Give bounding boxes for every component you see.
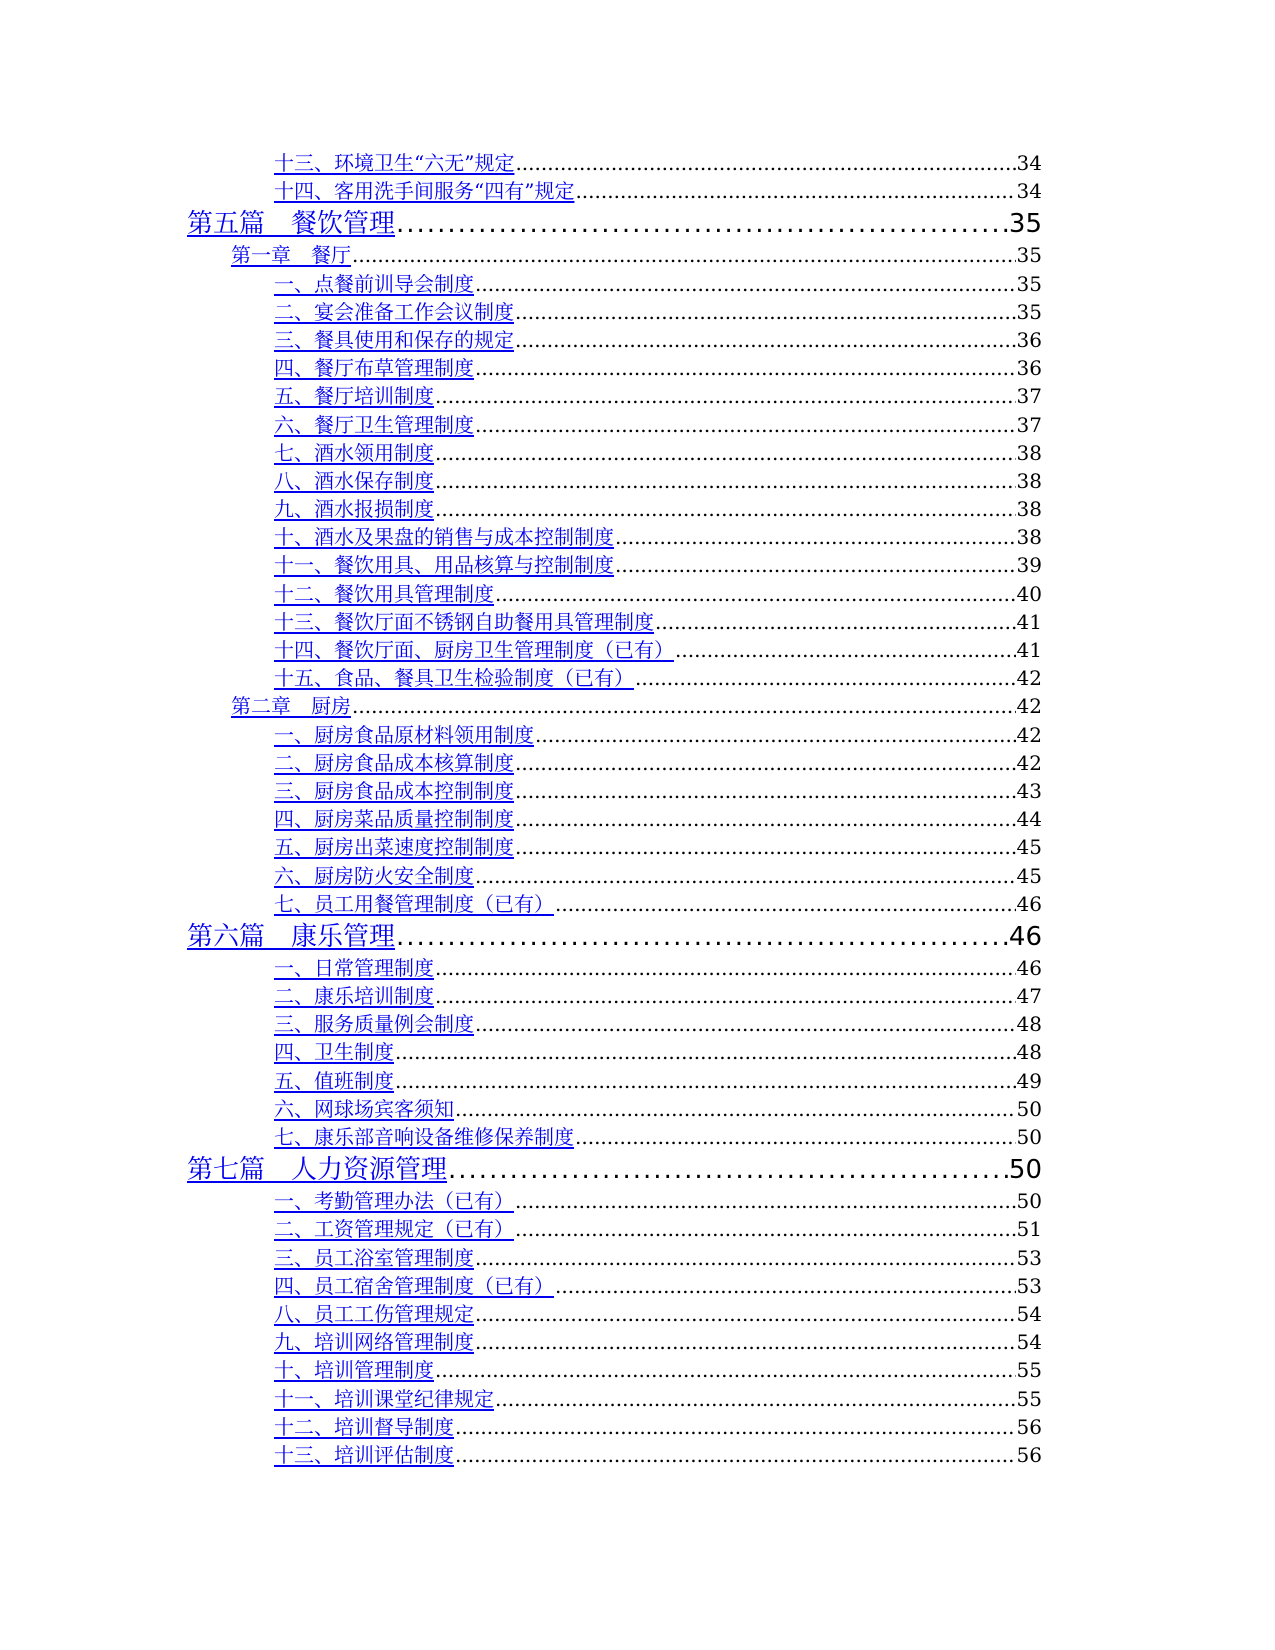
toc-leader-dots (448, 1155, 1008, 1185)
toc-leader-dots (475, 356, 1016, 380)
toc-section-entry (274, 175, 1042, 203)
toc-section-entry (274, 1121, 1042, 1149)
toc-page-number: 54 (1016, 1301, 1042, 1326)
toc-page-number: 38 (1016, 440, 1042, 465)
toc-leader-dots (515, 328, 1016, 352)
toc-link[interactable]: 十四、餐饮厅面、厨房卫生管理制度（已有） (274, 638, 674, 662)
toc-leader-dots (435, 956, 1016, 980)
toc-section-entry (274, 380, 1042, 408)
toc-leader-dots (455, 1415, 1016, 1439)
toc-link[interactable]: 二、康乐培训制度 (274, 984, 434, 1009)
toc-link[interactable]: 第五篇 餐饮管理 (187, 209, 396, 240)
toc-leader-dots (455, 1097, 1016, 1121)
toc-leader-dots (475, 1246, 1016, 1270)
toc-page-number: 45 (1016, 835, 1042, 860)
toc-link[interactable]: 十二、餐饮用具管理制度 (274, 581, 494, 606)
toc-page-number: 48 (1016, 1040, 1042, 1065)
toc-section-entry (274, 1298, 1042, 1326)
toc-leader-dots (615, 553, 1016, 577)
toc-link[interactable]: 一、点餐前训导会制度 (274, 271, 474, 296)
toc-page-number: 48 (1016, 1012, 1042, 1037)
toc-page-number: 54 (1016, 1330, 1042, 1355)
toc-section-entry (274, 493, 1042, 521)
toc-link[interactable]: 十三、环境卫生“六无”规定 (274, 151, 515, 175)
toc-page-number: 41 (1016, 609, 1042, 634)
toc-section-entry (274, 1270, 1042, 1298)
toc-page-number: 34 (1016, 151, 1042, 175)
toc-link[interactable]: 十二、培训督导制度 (274, 1414, 454, 1439)
toc-chapter-entry (231, 239, 1042, 267)
toc-leader-dots (615, 525, 1016, 549)
toc-leader-dots (435, 984, 1016, 1008)
toc-section-entry (274, 606, 1042, 634)
toc-link[interactable]: 第二章 厨房 (231, 694, 351, 719)
toc-section-entry (274, 268, 1042, 296)
toc-leader-dots (435, 1358, 1016, 1382)
toc-link[interactable]: 六、餐厅卫生管理制度 (274, 412, 474, 437)
toc-page-number: 39 (1016, 553, 1042, 578)
toc-section-entry (274, 1411, 1042, 1439)
toc-leader-dots (515, 751, 1016, 775)
toc-section-entry (274, 521, 1042, 549)
toc-page-number: 35 (1016, 243, 1042, 268)
toc-link[interactable]: 八、酒水保存制度 (274, 468, 434, 493)
toc-page-number: 46 (1016, 955, 1042, 980)
toc-section-entry (274, 549, 1042, 577)
toc-leader-dots (515, 1217, 1016, 1241)
toc-leader-dots (555, 1274, 1016, 1298)
toc-section-entry (274, 1354, 1042, 1382)
toc-leader-dots (515, 807, 1016, 831)
toc-leader-dots (455, 1443, 1016, 1467)
toc-section-entry (274, 296, 1042, 324)
toc-leader-dots (495, 582, 1016, 606)
toc-page-number: 49 (1016, 1068, 1042, 1093)
toc-link[interactable]: 四、卫生制度 (274, 1040, 394, 1065)
toc-page-number: 50 (1008, 1155, 1042, 1186)
toc-link[interactable]: 十三、培训评估制度 (274, 1442, 454, 1467)
toc-page-number: 50 (1016, 1189, 1042, 1214)
toc-page-number: 36 (1016, 356, 1042, 381)
toc-section-entry (274, 437, 1042, 465)
toc-section-entry (274, 1383, 1042, 1411)
toc-link[interactable]: 一、厨房食品原材料领用制度 (274, 722, 534, 747)
toc-page-number: 36 (1016, 327, 1042, 352)
toc-leader-dots (515, 300, 1016, 324)
toc-page-number: 40 (1016, 581, 1042, 606)
toc-page-number: 37 (1016, 412, 1042, 437)
toc-page-number: 38 (1016, 468, 1042, 493)
toc-page-number: 53 (1016, 1245, 1042, 1270)
toc-page-number: 55 (1016, 1358, 1042, 1383)
toc-section-entry (274, 1036, 1042, 1064)
toc-page-number: 42 (1016, 694, 1042, 719)
toc-leader-dots (675, 638, 1016, 662)
toc-leader-dots (495, 1387, 1016, 1411)
toc-link[interactable]: 十一、培训课堂纪律规定 (274, 1386, 494, 1411)
toc-link[interactable]: 第六篇 康乐管理 (187, 921, 396, 952)
toc-link[interactable]: 三、厨房食品成本控制制度 (274, 778, 514, 803)
table-of-contents (0, 147, 1275, 1467)
toc-link[interactable]: 五、值班制度 (274, 1068, 394, 1093)
toc-section-entry (274, 803, 1042, 831)
toc-leader-dots (515, 779, 1016, 803)
toc-page-number: 38 (1016, 497, 1042, 522)
toc-page-number: 45 (1016, 863, 1042, 888)
toc-link[interactable]: 一、日常管理制度 (274, 955, 434, 980)
toc-page-number: 35 (1016, 299, 1042, 324)
toc-page-number: 50 (1016, 1125, 1042, 1149)
toc-section-entry (274, 747, 1042, 775)
toc-part-entry (187, 916, 1042, 952)
toc-link[interactable]: 第七篇 人力资源管理 (187, 1155, 448, 1186)
toc-page-number: 51 (1016, 1217, 1042, 1242)
toc-page-number: 46 (1008, 921, 1042, 952)
toc-leader-dots (435, 497, 1016, 521)
toc-section-entry (274, 409, 1042, 437)
toc-section-entry (274, 324, 1042, 352)
toc-page-number: 43 (1016, 778, 1042, 803)
toc-section-entry (274, 831, 1042, 859)
toc-leader-dots (635, 666, 1016, 690)
toc-link[interactable]: 三、餐具使用和保存的规定 (274, 327, 514, 352)
toc-section-entry (274, 1213, 1042, 1241)
toc-section-entry (274, 662, 1042, 690)
toc-link[interactable]: 四、员工宿舍管理制度（已有） (274, 1273, 554, 1298)
toc-page-number: 47 (1016, 984, 1042, 1009)
toc-section-entry (274, 1326, 1042, 1354)
toc-page-number: 42 (1016, 750, 1042, 775)
toc-leader-dots (575, 1125, 1016, 1149)
toc-link[interactable]: 二、厨房食品成本核算制度 (274, 750, 514, 775)
toc-leader-dots (396, 922, 1008, 952)
toc-leader-dots (535, 723, 1016, 747)
toc-page-number: 50 (1016, 1096, 1042, 1121)
toc-link[interactable]: 四、餐厅布草管理制度 (274, 356, 474, 381)
toc-link[interactable]: 第一章 餐厅 (231, 243, 351, 268)
toc-section-entry (274, 147, 1042, 175)
toc-section-entry (274, 860, 1042, 888)
toc-section-entry (274, 1439, 1042, 1467)
toc-link[interactable]: 八、员工工伤管理规定 (274, 1301, 474, 1326)
toc-leader-dots (515, 1189, 1016, 1213)
toc-page-number: 35 (1008, 209, 1042, 240)
toc-link[interactable]: 十一、餐饮用具、用品核算与控制制度 (274, 553, 614, 578)
toc-leader-dots (352, 694, 1016, 718)
toc-leader-dots (475, 1012, 1016, 1036)
toc-link[interactable]: 十四、客用洗手间服务“四有”规定 (274, 179, 575, 204)
toc-section-entry (274, 634, 1042, 662)
toc-page-number: 41 (1016, 638, 1042, 662)
toc-link[interactable]: 四、厨房菜品质量控制制度 (274, 807, 514, 832)
toc-leader-dots (475, 1302, 1016, 1326)
toc-link[interactable]: 一、考勤管理办法（已有） (274, 1189, 514, 1214)
toc-section-entry (274, 775, 1042, 803)
toc-leader-dots (515, 151, 1015, 175)
toc-page-number: 34 (1016, 179, 1042, 204)
toc-link[interactable]: 二、工资管理规定（已有） (274, 1217, 514, 1242)
toc-link[interactable]: 十三、餐饮厅面不锈钢自助餐用具管理制度 (274, 609, 654, 634)
toc-leader-dots (395, 1040, 1016, 1064)
toc-leader-dots (352, 243, 1016, 267)
toc-section-entry (274, 888, 1042, 916)
toc-leader-dots (435, 441, 1016, 465)
toc-leader-dots (475, 1330, 1016, 1354)
toc-section-entry (274, 352, 1042, 380)
toc-link[interactable]: 六、网球场宾客须知 (274, 1096, 454, 1121)
toc-page-number: 56 (1016, 1442, 1042, 1467)
toc-link[interactable]: 九、培训网络管理制度 (274, 1330, 474, 1355)
toc-leader-dots (435, 384, 1016, 408)
toc-leader-dots (555, 892, 1016, 916)
toc-page-number: 46 (1016, 891, 1042, 916)
toc-section-entry (274, 1065, 1042, 1093)
toc-page-number: 42 (1016, 722, 1042, 747)
toc-section-entry (274, 465, 1042, 493)
toc-link[interactable]: 五、厨房出菜速度控制制度 (274, 835, 514, 860)
toc-chapter-entry (231, 690, 1042, 718)
toc-link[interactable]: 五、餐厅培训制度 (274, 384, 434, 409)
toc-link[interactable]: 十、培训管理制度 (274, 1358, 434, 1383)
toc-leader-dots (575, 179, 1015, 203)
toc-leader-dots (396, 209, 1008, 239)
toc-page-number: 42 (1016, 666, 1042, 691)
toc-link[interactable]: 九、酒水报损制度 (274, 497, 434, 522)
toc-link[interactable]: 七、康乐部音响设备维修保养制度 (274, 1125, 574, 1149)
toc-link[interactable]: 六、厨房防火安全制度 (274, 863, 474, 888)
toc-section-entry (274, 719, 1042, 747)
toc-part-entry (187, 1149, 1042, 1185)
toc-page-number: 56 (1016, 1414, 1042, 1439)
toc-leader-dots (475, 272, 1016, 296)
toc-part-entry (187, 203, 1042, 239)
toc-section-entry (274, 1185, 1042, 1213)
toc-page-number: 53 (1016, 1273, 1042, 1298)
toc-link[interactable]: 十、酒水及果盘的销售与成本控制制度 (274, 525, 614, 550)
toc-link[interactable]: 二、宴会准备工作会议制度 (274, 299, 514, 324)
toc-page-number: 38 (1016, 525, 1042, 550)
toc-section-entry (274, 578, 1042, 606)
toc-page-number: 35 (1016, 271, 1042, 296)
toc-section-entry (274, 1093, 1042, 1121)
toc-section-entry (274, 980, 1042, 1008)
toc-section-entry (274, 952, 1042, 980)
toc-leader-dots (515, 835, 1016, 859)
toc-leader-dots (655, 610, 1016, 634)
toc-page-number: 55 (1016, 1386, 1042, 1411)
toc-link[interactable]: 三、服务质量例会制度 (274, 1012, 474, 1037)
toc-page-number: 44 (1016, 807, 1042, 832)
toc-page-number: 37 (1016, 384, 1042, 409)
toc-leader-dots (395, 1069, 1016, 1093)
toc-section-entry (274, 1008, 1042, 1036)
toc-leader-dots (475, 413, 1016, 437)
toc-link[interactable]: 三、员工浴室管理制度 (274, 1245, 474, 1270)
toc-leader-dots (435, 469, 1016, 493)
toc-section-entry (274, 1242, 1042, 1270)
toc-link[interactable]: 七、酒水领用制度 (274, 440, 434, 465)
toc-link[interactable]: 七、员工用餐管理制度（已有） (274, 891, 554, 916)
toc-leader-dots (475, 864, 1016, 888)
toc-link[interactable]: 十五、食品、餐具卫生检验制度（已有） (274, 666, 634, 691)
